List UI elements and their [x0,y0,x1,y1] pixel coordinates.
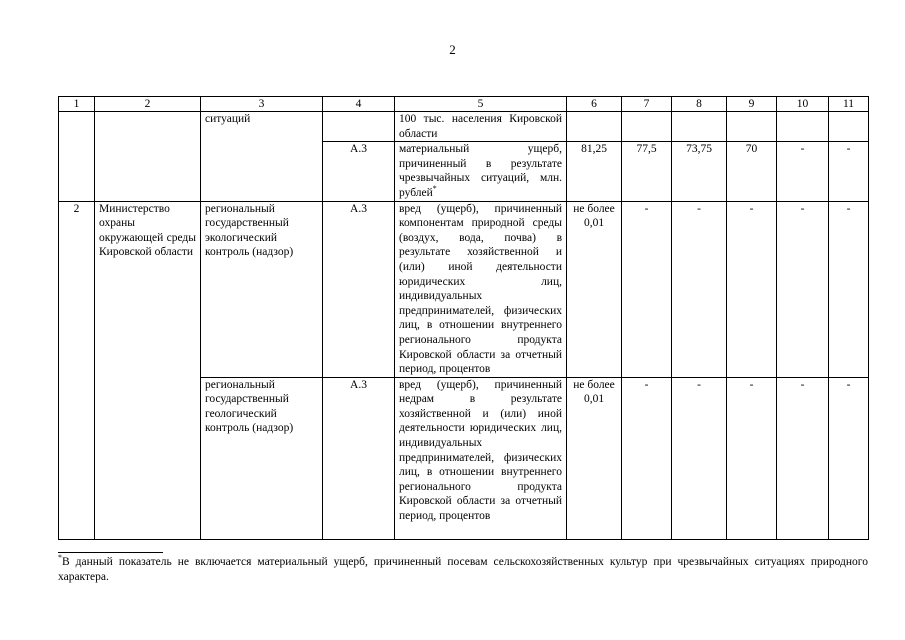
value-cell [567,112,622,142]
value-cell [777,112,829,142]
value-cell: - [727,201,777,377]
page-number: 2 [449,42,456,57]
column-header: 10 [777,97,829,112]
value-cell [672,112,727,142]
column-header: 9 [727,97,777,112]
authority-cell: Министерство охраны окружающей среды Кировской области [95,201,201,539]
value-cell: 73,75 [672,142,727,201]
indicator-cell: 100 тыс. населения Кировской области [395,112,567,142]
footnote [58,555,868,585]
indicator-cell: вред (ущерб), причиненный компонентам природной среды (воздух, вода, почва) в результате хозяйственной и (или) иной деятельности юридических лиц, индивидуальных предпринимателей, физических лиц, в отношении внутреннего регионального продукта Кировской области за отчетный период, процентов [395,201,567,377]
authority-cell [95,112,201,202]
table-row [59,112,869,142]
column-header: 2 [95,97,201,112]
value-cell: - [622,201,672,377]
value-cell: - [777,377,829,539]
code-cell: А.3 [323,377,395,539]
code-cell: А.3 [323,142,395,201]
control-type-cell: региональный государственный экологический контроль (надзор) [201,201,323,377]
footnote-marker: * [432,184,437,194]
value-cell [727,112,777,142]
value-cell: 81,25 [567,142,622,201]
column-header: 4 [323,97,395,112]
value-cell: не более 0,01 [567,201,622,377]
column-header: 1 [59,97,95,112]
footnote-marker: * [58,553,62,563]
value-cell: 77,5 [622,142,672,201]
footnote-text: В данный показатель не включается материальный ущерб, причиненный посевам сельскохозяйственных культур при чрезвычайных ситуациях природного характера. [58,556,868,583]
value-cell: - [672,377,727,539]
header-row [59,97,869,112]
value-cell: - [777,142,829,201]
value-cell: - [777,201,829,377]
column-header: 7 [622,97,672,112]
value-cell: - [829,377,869,539]
indicator-cell [395,142,567,201]
value-cell [829,112,869,142]
value-cell: 70 [727,142,777,201]
code-cell: А.3 [323,201,395,377]
control-type-cell: ситуаций [201,112,323,202]
value-cell: - [622,377,672,539]
column-header: 6 [567,97,622,112]
value-cell: - [829,201,869,377]
indicator-text: материальный ущерб, причиненный в результате чрезвычайных ситуаций, млн. рублей [399,143,562,199]
column-header: 3 [201,97,323,112]
column-header: 5 [395,97,567,112]
value-cell: - [727,377,777,539]
footnote-divider [58,552,163,553]
indicators-table [58,96,869,540]
value-cell [622,112,672,142]
value-cell: - [672,201,727,377]
value-cell: не более 0,01 [567,377,622,539]
row-number-cell: 2 [59,201,95,539]
row-number-cell [59,112,95,202]
indicator-cell: вред (ущерб), причиненный недрам в результате хозяйственной и (или) иной деятельности юридических лиц, индивидуальных предпринимателей, физических лиц, в отношении внутреннего регионального продукта Кировской области за отчетный период, процентов [395,377,567,539]
column-header: 11 [829,97,869,112]
code-cell [323,112,395,142]
value-cell: - [829,142,869,201]
control-type-cell: региональный государственный геологический контроль (надзор) [201,377,323,539]
column-header: 8 [672,97,727,112]
table-row [59,201,869,377]
